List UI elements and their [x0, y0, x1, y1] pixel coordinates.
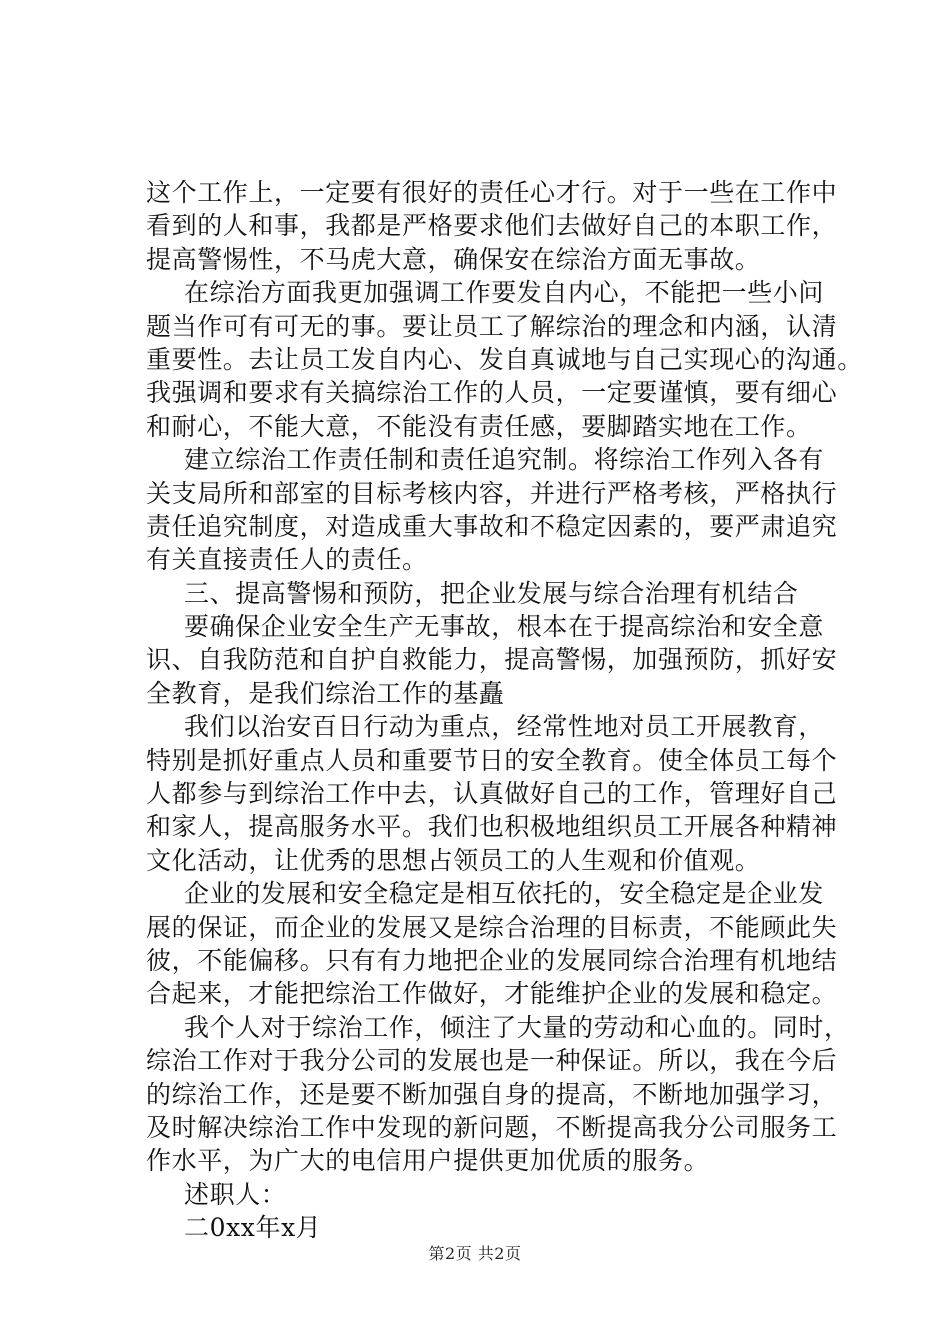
text-line: 作水平，为广大的电信用户提供更加优质的服务。	[146, 1146, 710, 1176]
text-line: 关支局所和部室的目标考核内容，并进行严格考核，严格执行	[146, 478, 838, 508]
text-line: 在综治方面我更加强调工作要发自内心，不能把一些小问	[184, 278, 825, 308]
text-line: 文化活动，让优秀的思想占领员工的人生观和价值观。	[146, 845, 761, 875]
text-line: 及时解决综治工作中发现的新问题，不断提高我分公司服务工	[146, 1112, 838, 1142]
text-line: 三、提高警惕和预防，把企业发展与综合治理有机结合	[184, 578, 799, 608]
text-line: 有关直接责任人的责任。	[146, 545, 428, 575]
text-line: 述职人：	[184, 1179, 287, 1209]
text-line: 彼，不能偏移。只有有力地把企业的发展同综合治理有机地结	[146, 945, 838, 975]
text-line: 提高警惕性，不马虎大意，确保安在综治方面无事故。	[146, 244, 761, 274]
text-line: 特别是抓好重点人员和重要节日的安全教育。使全体员工每个	[146, 745, 838, 775]
text-line: 建立综治工作责任制和责任追究制。将综治工作列入各有	[184, 445, 825, 475]
text-line: 和家人，提高服务水平。我们也积极地组织员工开展各种精神	[146, 812, 838, 842]
text-line: 企业的发展和安全稳定是相互依托的，安全稳定是企业发	[184, 879, 825, 909]
text-line: 二0xx年x月	[184, 1213, 322, 1243]
text-line: 识、自我防范和自护自救能力，提高警惕，加强预防，抓好安	[146, 645, 838, 675]
document-body	[146, 176, 863, 1245]
text-line: 合起来，才能把综治工作做好，才能维护企业的发展和稳定。	[146, 979, 838, 1009]
text-line: 综治工作对于我分公司的发展也是一种保证。所以，我在今后	[146, 1046, 838, 1076]
text-line: 要确保企业安全生产无事故，根本在于提高综治和安全意	[184, 612, 825, 642]
text-line: 重要性。去让员工发自内心、发自真诚地与自己实现心的沟通。	[146, 344, 863, 374]
text-line: 全教育，是我们综治工作的基矗	[146, 678, 505, 708]
text-line: 我强调和要求有关搞综治工作的人员，一定要谨慎，要有细心	[146, 378, 838, 408]
text-line: 责任追究制度，对造成重大事故和不稳定因素的，要严肃追究	[146, 511, 838, 541]
text-line: 和耐心，不能大意，不能没有责任感，要脚踏实地在工作。	[146, 411, 812, 441]
text-line: 人都参与到综治工作中去，认真做好自己的工作，管理好自己	[146, 779, 838, 809]
text-line: 我们以治安百日行动为重点，经常性地对员工开展教育，	[184, 712, 825, 742]
text-line: 我个人对于综治工作，倾注了大量的劳动和心血的。同时，	[184, 1012, 850, 1042]
text-line: 看到的人和事，我都是严格要求他们去做好自己的本职工作，	[146, 211, 838, 241]
page-footer: 第2页 共2页	[428, 1244, 522, 1263]
text-line: 这个工作上，一定要有很好的责任心才行。对于一些在工作中	[146, 178, 838, 207]
text-line: 题当作可有可无的事。要让员工了解综治的理念和内涵，认清	[146, 311, 838, 341]
text-line: 的综治工作，还是要不断加强自身的提高，不断地加强学习，	[146, 1079, 838, 1109]
text-line: 展的保证，而企业的发展又是综合治理的目标责，不能顾此失	[146, 912, 838, 942]
